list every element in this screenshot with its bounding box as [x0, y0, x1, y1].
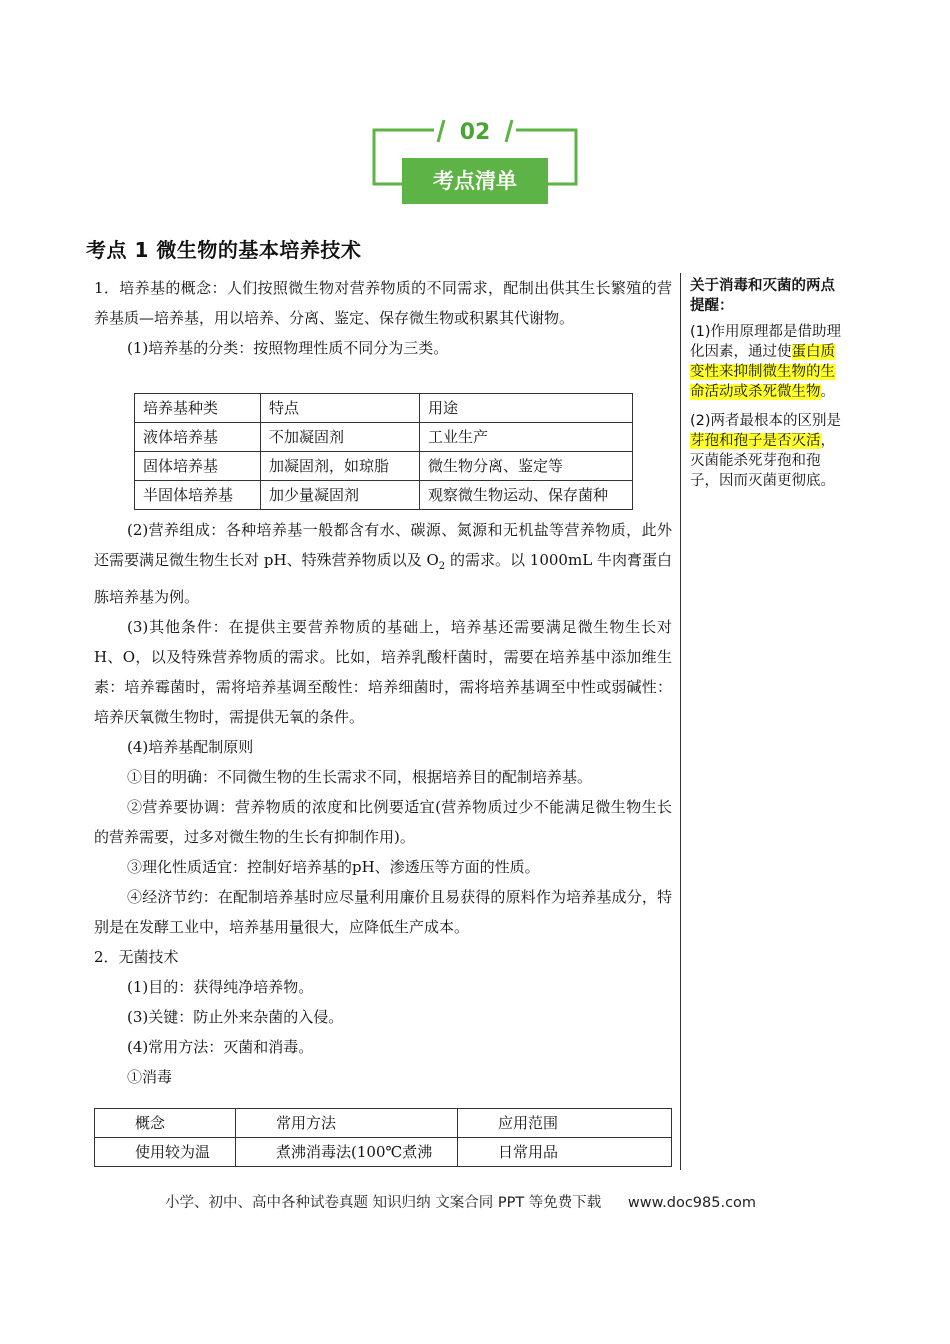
badge-label: 考点清单: [402, 158, 548, 204]
aseptic-methods: (4)常用方法：灭菌和消毒。: [127, 1038, 314, 1056]
table-cell: 加少量凝固剂: [261, 481, 420, 510]
table-cell: 观察微生物运动、保存菌种: [420, 481, 633, 510]
table-row: [135, 452, 633, 481]
note1-text: (1)作用原理都是借助理化因素，通过使: [690, 324, 842, 360]
table-header-row: [135, 394, 633, 423]
badge-number: 02: [459, 120, 491, 145]
table-row: [135, 423, 633, 452]
nutrients-subscript: 2: [438, 561, 446, 572]
note1-end: 。: [820, 384, 835, 400]
footer-url[interactable]: www.doc985.com: [627, 1195, 757, 1211]
table-header-cell: 用途: [420, 394, 633, 423]
principle-3: ③理化性质适宜：控制好培养基的pH、渗透压等方面的性质。: [127, 858, 540, 876]
table-cell: 工业生产: [420, 423, 633, 452]
table-cell: 固体培养基: [135, 452, 261, 481]
note1-highlight: 蛋白质变性来抑制微生物的生命活动或杀死微生物: [690, 344, 835, 400]
side-notes: [690, 276, 848, 500]
side-note-2: [690, 411, 848, 491]
table-header-cell: 应用范围: [458, 1109, 672, 1138]
side-title: 关于消毒和灭菌的两点提醒：: [690, 278, 835, 314]
table-header-row: [95, 1109, 672, 1138]
principle-1: ①目的明确：不同微生物的生长需求不同，根据培养目的配制培养基。: [127, 768, 593, 786]
side-note-1: [690, 322, 848, 402]
page-footer: [165, 1191, 756, 1212]
aseptic-purpose: (1)目的：获得纯净培养物。: [127, 978, 314, 996]
table-cell: 加凝固剂，如琼脂: [261, 452, 420, 481]
side-divider: [680, 273, 681, 1170]
aseptic-key: (3)关键：防止外来杂菌的入侵。: [127, 1008, 344, 1026]
nutrients-text-b: 的需求。以 1000mL 牛肉膏蛋白胨培养基为例。: [94, 551, 672, 606]
paragraph-aseptic: 2．无菌技术: [94, 948, 179, 966]
section-heading: 考点 1 微生物的基本培养技术: [86, 238, 362, 262]
table-cell: 半固体培养基: [135, 481, 261, 510]
table-header-cell: 特点: [261, 394, 420, 423]
note2-end: ，灭菌能杀死芽孢和孢子，因而灭菌更彻底。: [690, 433, 835, 489]
note2-highlight: 芽孢和孢子是否灭活: [690, 433, 821, 449]
principle-2: ②营养要协调：营养物质的浓度和比例要适宜(营养物质过少不能满足微生物生长的营养需要，过多对微生物的生长有抑制作用)。: [94, 798, 672, 846]
footer-text: 小学、初中、高中各种试卷真题 知识归纳 文案合同 PPT 等免费下载: [165, 1195, 602, 1211]
table-row: [135, 481, 633, 510]
table-cell: 不加凝固剂: [261, 423, 420, 452]
disinfection-table: [94, 1108, 672, 1167]
table-header-cell: 常用方法: [236, 1109, 458, 1138]
table-cell: 微生物分离、鉴定等: [420, 452, 633, 481]
table-cell: 使用较为温: [95, 1138, 236, 1167]
table-row: [95, 1138, 672, 1167]
media-types-table: [134, 393, 633, 510]
note2-text: (2)两者最根本的区别是: [690, 413, 842, 429]
table-cell: 煮沸消毒法(100℃煮沸: [236, 1138, 458, 1167]
paragraph-nutrients: [94, 515, 672, 612]
section-badge: [372, 118, 578, 208]
nutrients-text-a: (2)营养组成：各种培养基一般都含有水、碳源、氮源和无机盐等营养物质，此外还需要满足微生物生长对 pH、特殊营养物质以及 O: [94, 521, 672, 569]
paragraph-other-conditions: (3)其他条件：在提供主要营养物质的基础上，培养基还需要满足微生物生长对 H、O，以及特殊营养物质的需求。比如，培养乳酸杆菌时，需要在培养基中添加维生素：培养霉菌时，需将培养基调至酸性：培养细菌时，需将培养基调至中性或弱碱性：培养厌氧微生物时，需提供无氧的条件。: [94, 618, 672, 726]
principle-4: ④经济节约：在配制培养基时应尽量利用廉价且易获得的原料作为培养基成分，特别是在发酵工业中，培养基用量很大，应降低生产成本。: [94, 888, 672, 936]
paragraph-definition: 1．培养基的概念：人们按照微生物对营养物质的不同需求，配制出供其生长繁殖的营养基质—培养基，用以培养、分离、鉴定、保存微生物或积累其代谢物。: [94, 279, 672, 327]
paragraph-principles: (4)培养基配制原则: [127, 738, 254, 756]
table-header-cell: 培养基种类: [135, 394, 261, 423]
disinfection-title: ①消毒: [127, 1068, 173, 1086]
table-header-cell: 概念: [95, 1109, 236, 1138]
table-cell: 液体培养基: [135, 423, 261, 452]
paragraph-classification: (1)培养基的分类：按照物理性质不同分为三类。: [127, 339, 449, 357]
table-cell: 日常用品: [458, 1138, 672, 1167]
